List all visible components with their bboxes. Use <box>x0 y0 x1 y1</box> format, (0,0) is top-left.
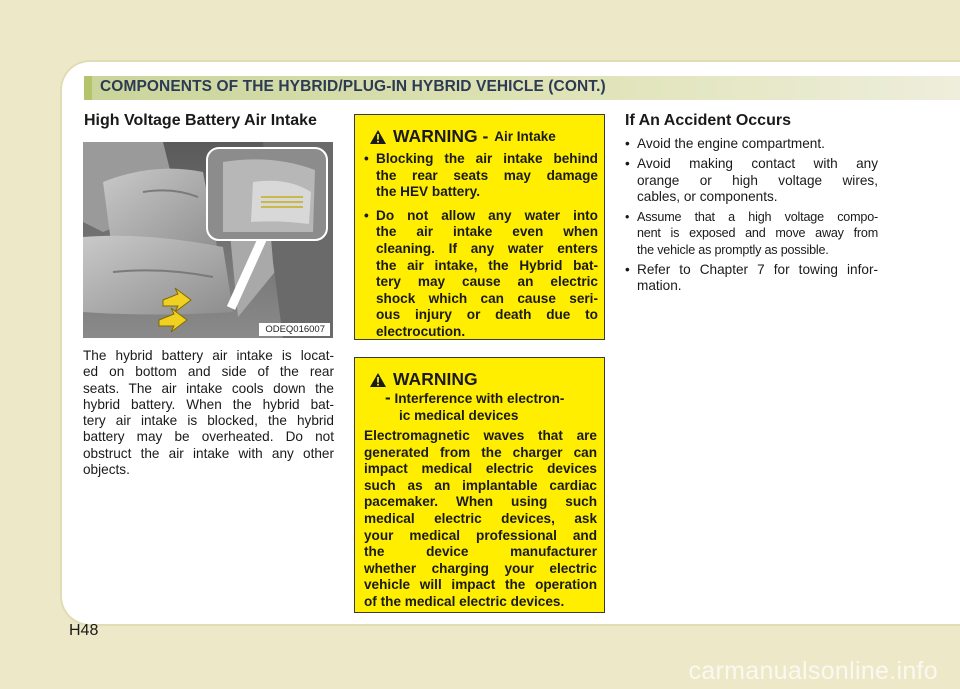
warning-paragraph: Electromagnetic waves that are generated from the charger can impact medical electric devices such as an implantable cardiac pacemaker. When using such medical electric devices, ask your medical professional and the device manufacturer whether charging your electric vehicle will impact the operation of the medical electric devices. <box>364 428 597 609</box>
warning-heading: WARNING <box>369 369 478 390</box>
page-title: COMPONENTS OF THE HYBRID/PLUG-IN HYBRID VEHICLE (CONT.) <box>100 78 606 95</box>
section-heading-accident: If An Accident Occurs <box>625 112 791 129</box>
warning-list <box>364 151 598 348</box>
header-accent <box>84 76 92 100</box>
warning-subtitle: - Interference with electron- ic medical devices <box>385 388 565 423</box>
warning-box-medical-devices <box>354 357 605 613</box>
list-item: • Refer to Chapter 7 for towing infor- mation. <box>625 262 878 295</box>
warning-icon <box>369 372 387 388</box>
air-intake-description: The hybrid battery air intake is locat- ed on bottom and side of the rear seats. The air intake cools down the hybrid battery. When the hybrid bat- tery air intake is blocked, the hybrid battery may be overheated. Do not obstruct the air intake with any other objects. <box>83 348 334 478</box>
page-number: H48 <box>69 622 99 639</box>
warning-box-air-intake <box>354 114 605 340</box>
list-item: • Avoid the engine compartment. <box>625 136 878 152</box>
section-heading-air-intake: High Voltage Battery Air Intake <box>84 112 317 129</box>
list-item: • Assume that a high voltage compo- nent is exposed and move away from the vehicle as promptly as possible. <box>625 209 878 258</box>
accident-list <box>625 136 878 299</box>
list-item: • Do not allow any water into the air intake even when cleaning. If any water enters the air intake, the Hybrid bat- tery may cause an electric shock which can cause seri- ous injury or death due to electrocution. <box>364 208 598 341</box>
list-item: • Avoid making contact with any orange or high voltage wires, cables, or components. <box>625 156 878 205</box>
image-code: ODEQ016007 <box>259 323 330 336</box>
warning-heading: WARNING - Air Intake <box>369 126 556 147</box>
watermark: carmanualsonline.info <box>688 657 938 685</box>
warning-icon <box>369 129 387 145</box>
air-intake-photo <box>83 142 333 338</box>
seat-illustration <box>83 142 333 338</box>
list-item: • Blocking the air intake behind the rear seats may damage the HEV battery. <box>364 151 598 201</box>
